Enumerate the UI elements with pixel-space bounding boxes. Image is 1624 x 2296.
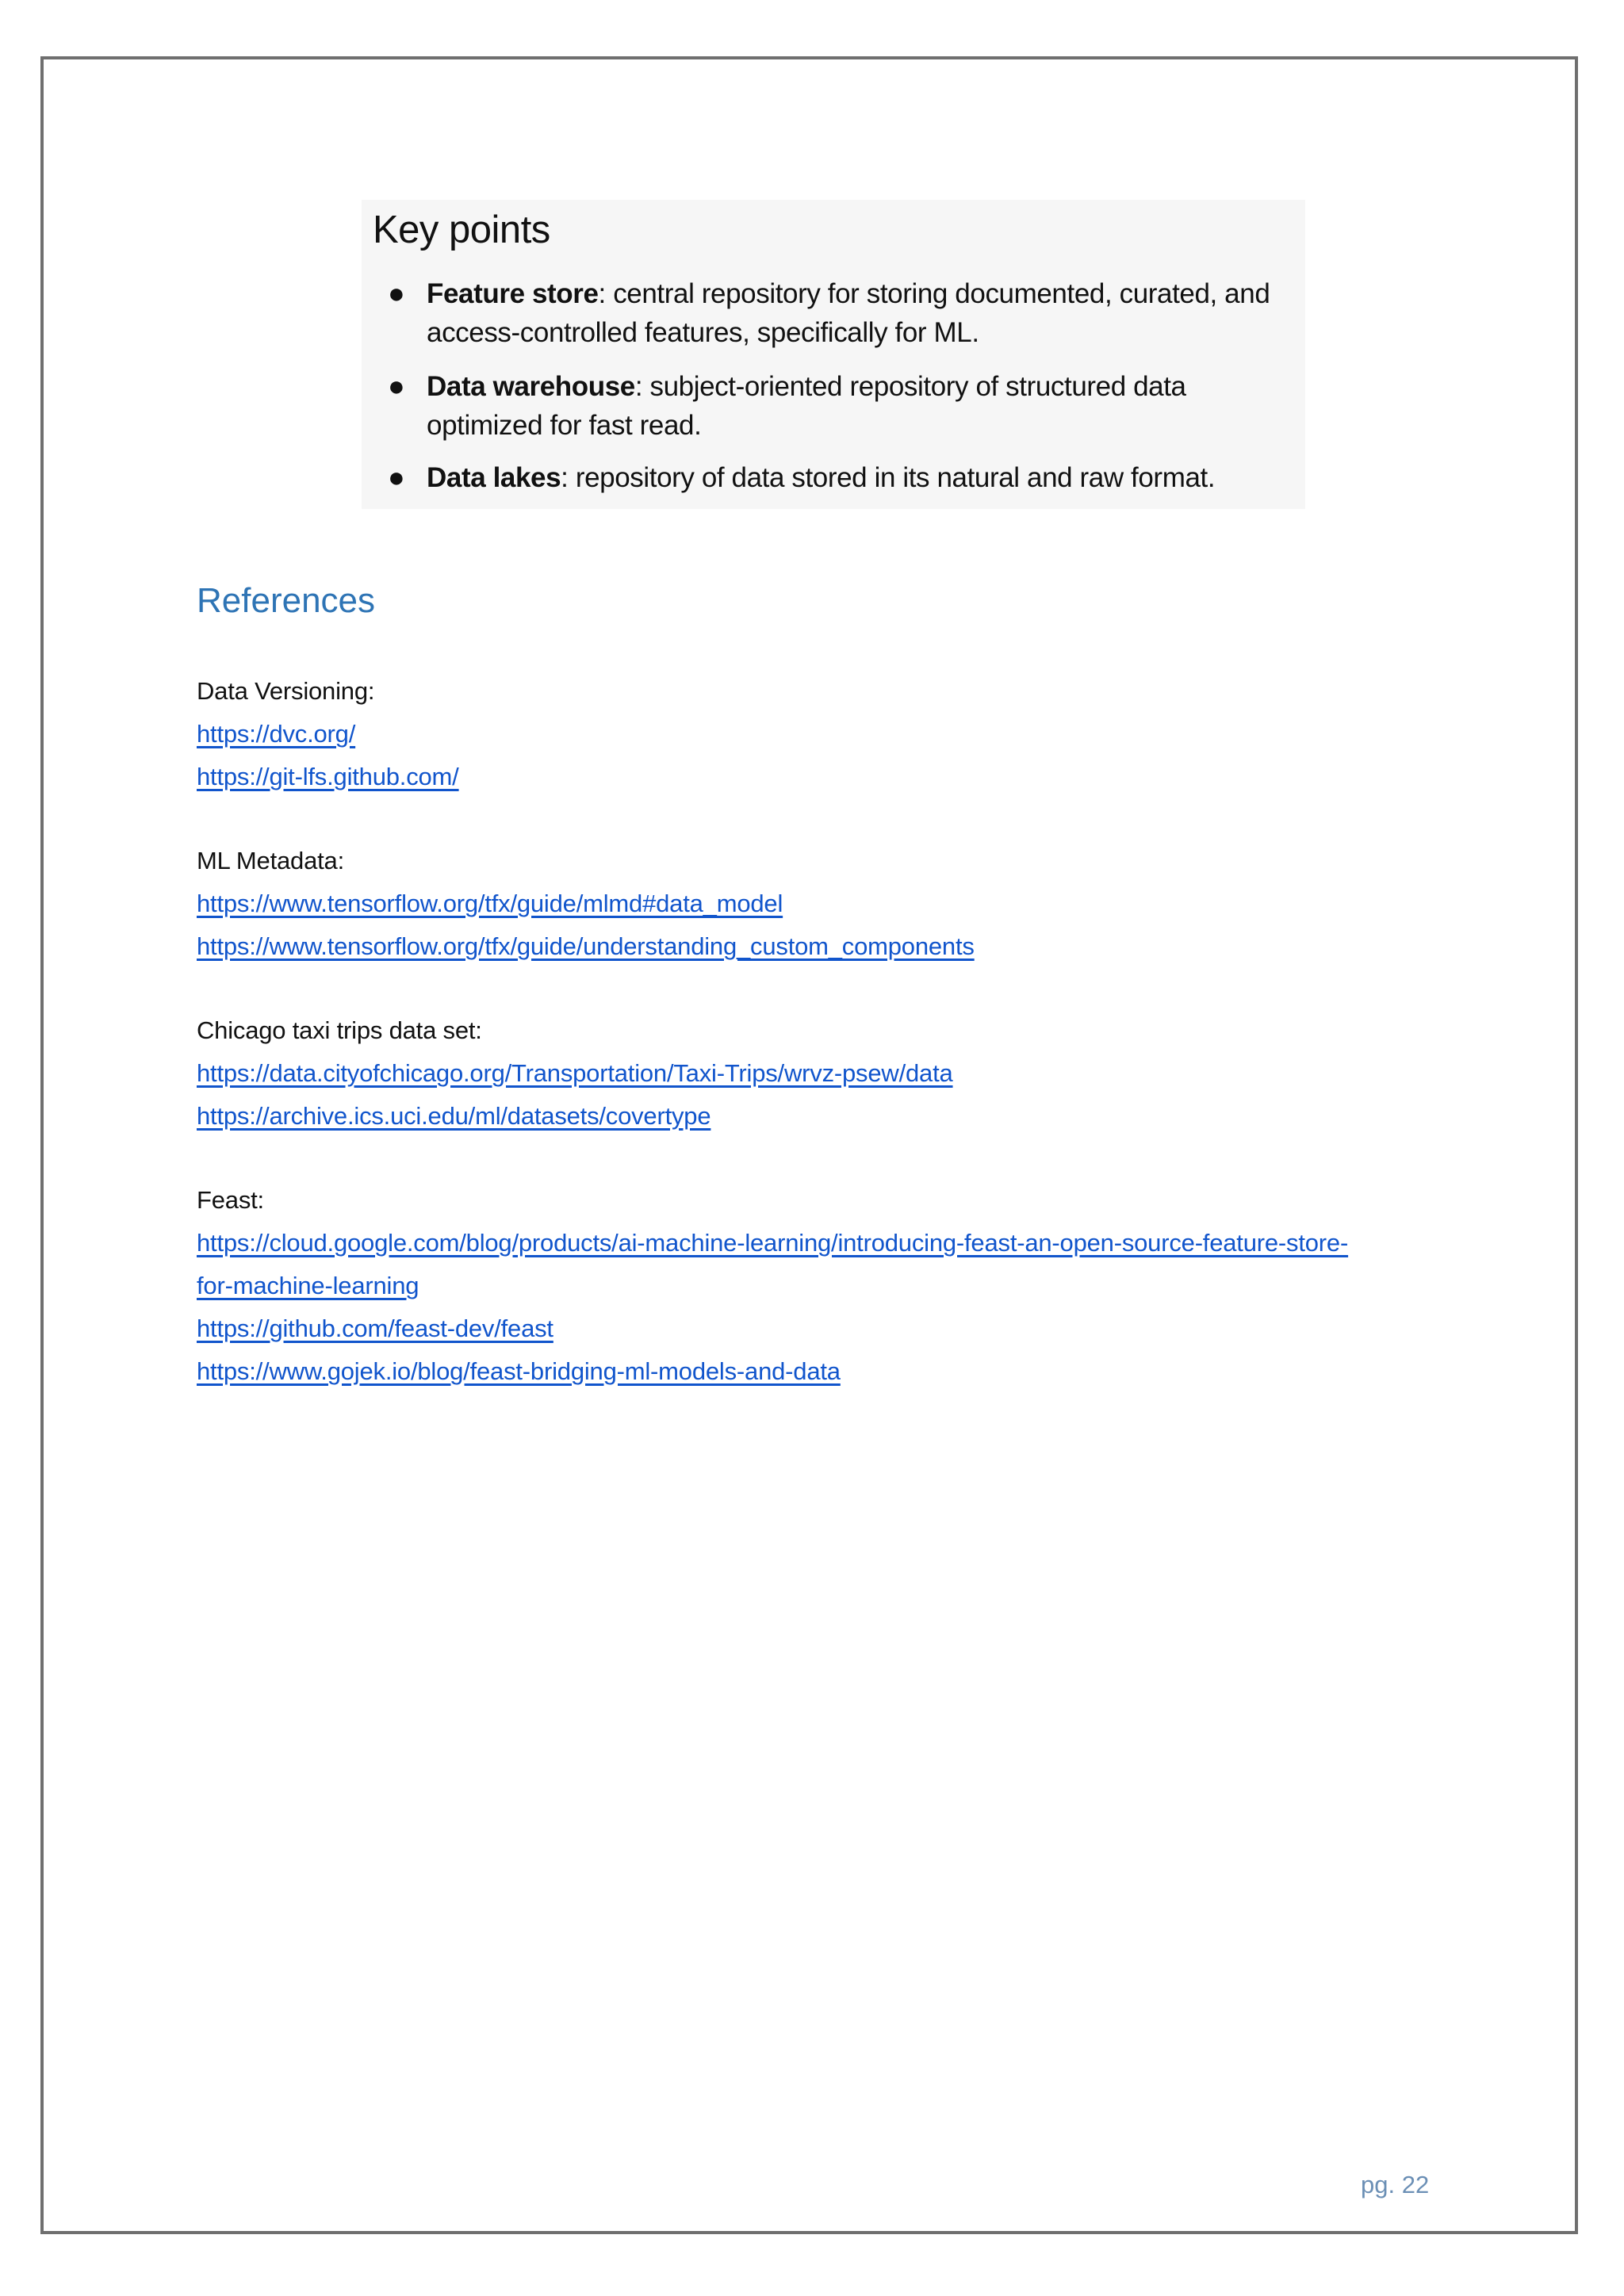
ref-link-covertype[interactable]: https://archive.ics.uci.edu/ml/datasets/covertype (197, 1102, 711, 1130)
key-point-desc-cont: optimized for fast read. (427, 410, 702, 441)
key-point-text (427, 274, 1299, 352)
ref-link-mlmd[interactable]: https://www.tensorflow.org/tfx/guide/mlmd#data_model (197, 890, 783, 917)
ref-link-dvc[interactable]: https://dvc.org/ (197, 720, 356, 748)
key-point-desc: : central repository for storing documented, curated, and (598, 278, 1270, 309)
ref-link-chicago-taxi[interactable]: https://data.cityofchicago.org/Transportation/Taxi-Trips/wrvz-psew/data (197, 1059, 953, 1087)
key-points-title: Key points (373, 209, 550, 251)
ref-group-label-ml-metadata: ML Metadata: (197, 847, 344, 874)
key-point-term: Feature store (427, 278, 599, 309)
key-points-list (362, 200, 1305, 509)
references-heading: References (197, 581, 376, 620)
ref-link-feast-github[interactable]: https://github.com/feast-dev/feast (197, 1314, 553, 1342)
ref-link-gojek[interactable]: https://www.gojek.io/blog/feast-bridging-ml-models-and-data (197, 1357, 841, 1385)
key-point-desc-cont: access-controlled features, specifically for ML. (427, 317, 979, 348)
key-point-term: Data lakes (427, 462, 561, 493)
ref-group-label-data-versioning: Data Versioning: (197, 677, 375, 705)
ref-link-feast-blog-cont[interactable]: for-machine-learning (197, 1272, 419, 1299)
key-point-text (427, 367, 1299, 445)
bullet-icon: ● (388, 369, 405, 402)
page-number: pg. 22 (1361, 2171, 1430, 2198)
ref-link-feast-blog[interactable]: https://cloud.google.com/blog/products/ai-machine-learning/introducing-feast-an-open-source-feature-store- (197, 1229, 1349, 1257)
key-point-text (427, 458, 1299, 497)
ref-group-label-chicago-taxi: Chicago taxi trips data set: (197, 1016, 482, 1044)
bullet-icon: ● (388, 277, 405, 309)
bullet-icon: ● (388, 461, 405, 493)
key-points-panel (362, 200, 1305, 509)
key-point-term: Data warehouse (427, 371, 635, 402)
key-point-desc: : subject-oriented repository of structured data (634, 371, 1186, 402)
ref-link-custom-components[interactable]: https://www.tensorflow.org/tfx/guide/understanding_custom_components (197, 932, 975, 960)
ref-group-label-feast: Feast: (197, 1186, 264, 1214)
key-point-desc: : repository of data stored in its natural and raw format. (561, 462, 1216, 493)
ref-link-git-lfs[interactable]: https://git-lfs.github.com/ (197, 763, 459, 790)
